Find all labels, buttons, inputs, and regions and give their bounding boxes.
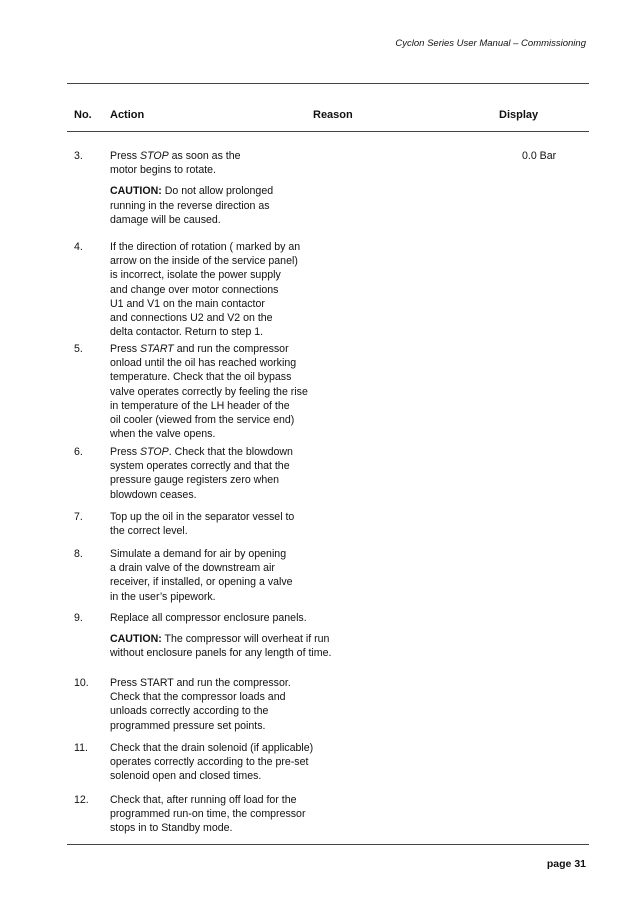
step-action	[110, 445, 410, 502]
column-header-display: Display	[499, 109, 539, 121]
step-number: 10.	[74, 677, 89, 689]
step-number: 9.	[74, 612, 83, 624]
step-text: and connections U2 and V2 on the	[110, 312, 273, 325]
caution-label: CAUTION:	[110, 185, 162, 198]
step-text: delta contactor. Return to step 1.	[110, 326, 264, 339]
step-number: 6.	[74, 446, 83, 458]
bottom-rule	[67, 844, 589, 845]
step-text: If the direction of rotation ( marked by an	[110, 241, 301, 253]
step-action-line	[110, 413, 410, 427]
step-action-line	[110, 632, 410, 646]
step-action-line	[110, 690, 410, 704]
step-text: Check that the compressor loads and	[110, 691, 286, 704]
column-header-reason: Reason	[313, 109, 353, 121]
step-action-line	[110, 427, 410, 441]
caution-label: CAUTION:	[110, 633, 162, 646]
step-action-line	[110, 524, 410, 538]
step-action-line	[110, 510, 410, 524]
step-text: Press	[110, 150, 141, 162]
step-action-line	[110, 821, 410, 835]
step-text: oil cooler (viewed from the service end)	[110, 414, 295, 427]
step-text: Do not allow prolonged	[161, 185, 274, 198]
step-text: Press START and run the compressor.	[110, 677, 291, 689]
step-action-line	[110, 807, 410, 821]
step-text: the correct level.	[110, 525, 188, 538]
step-action-line	[110, 149, 410, 163]
step-action-line	[110, 646, 410, 660]
step-action	[110, 611, 410, 661]
page-number: page 31	[546, 858, 586, 870]
step-action-line	[110, 342, 410, 356]
step-text: Check that, after running off load for the	[110, 794, 297, 806]
step-action-line	[110, 163, 410, 177]
step-text: temperature. Check that the oil bypass	[110, 371, 292, 384]
step-text: in the user’s pipework.	[110, 590, 216, 603]
step-action-line	[110, 473, 410, 487]
step-action-line	[110, 459, 410, 473]
display-value: 0.0 Bar	[522, 150, 557, 162]
step-text: blowdown ceases.	[110, 488, 197, 501]
step-action-line	[110, 283, 410, 297]
step-text: is incorrect, isolate the power supply	[110, 269, 281, 282]
step-text: in temperature of the LH header of the	[110, 399, 290, 412]
step-action-line	[110, 561, 410, 575]
step-text: and run the compressor	[173, 343, 289, 355]
step-text: Top up the oil in the separator vessel to	[110, 511, 295, 523]
step-text: STOP	[140, 446, 169, 458]
step-action-line	[110, 769, 410, 783]
step-number: 8.	[74, 548, 83, 560]
step-action-line	[110, 488, 410, 502]
step-action	[110, 741, 410, 784]
step-action-line	[110, 370, 410, 384]
step-action	[110, 240, 410, 339]
step-action-line	[110, 385, 410, 399]
step-text: programmed pressure set points.	[110, 719, 266, 732]
step-action-line	[110, 611, 410, 625]
step-text: onload until the oil has reached working	[110, 357, 297, 370]
step-action-line	[110, 793, 410, 807]
step-text: STOP	[140, 150, 169, 162]
step-action-line	[110, 254, 410, 268]
step-action-line	[110, 547, 410, 561]
running-header: Cyclon Series User Manual – Commissioning	[395, 38, 586, 49]
step-action	[110, 149, 410, 227]
step-text: without enclosure panels for any length of time.	[110, 647, 332, 660]
step-text: The compressor will overheat if run	[161, 633, 330, 646]
top-rule	[67, 83, 589, 84]
step-action-line	[110, 741, 410, 755]
step-text: valve operates correctly by feeling the rise	[110, 385, 308, 398]
step-number: 3.	[74, 150, 83, 162]
step-text: Replace all compressor enclosure panels.	[110, 612, 307, 624]
step-action-line	[110, 356, 410, 370]
step-text: stops in to Standby mode.	[110, 822, 233, 835]
step-number: 12.	[74, 794, 89, 806]
step-action-line	[110, 445, 410, 459]
step-text: operates correctly according to the pre-set	[110, 756, 309, 769]
step-text: programmed run-on time, the compressor	[110, 808, 306, 821]
step-text: solenoid open and closed times.	[110, 770, 262, 783]
step-action-line	[110, 199, 410, 213]
step-action-line	[110, 240, 410, 254]
step-action-line	[110, 575, 410, 589]
step-text: damage will be caused.	[110, 213, 221, 226]
step-action-line	[110, 719, 410, 733]
step-number: 4.	[74, 241, 83, 253]
step-text: unloads correctly according to the	[110, 705, 269, 718]
step-action-line	[110, 704, 410, 718]
step-text: a drain valve of the downstream air	[110, 562, 275, 575]
step-action-line	[110, 590, 410, 604]
step-action-line	[110, 297, 410, 311]
step-text: and change over motor connections	[110, 283, 279, 296]
step-text: . Check that the blowdown	[168, 446, 293, 458]
step-action	[110, 676, 410, 733]
header-rule	[67, 131, 589, 132]
step-action-line	[110, 399, 410, 413]
step-action-line	[110, 311, 410, 325]
step-text: receiver, if installed, or opening a valve	[110, 576, 293, 589]
step-number: 7.	[74, 511, 83, 523]
step-action-line	[110, 755, 410, 769]
step-action-line	[110, 268, 410, 282]
step-text: Press	[110, 446, 141, 458]
column-header-no: No.	[74, 109, 92, 121]
step-text: when the valve opens.	[110, 428, 216, 441]
step-number: 11.	[74, 742, 88, 754]
step-action	[110, 547, 410, 604]
step-action	[110, 510, 410, 538]
step-text: Check that the drain solenoid (if applicable)	[110, 742, 314, 754]
step-text: Simulate a demand for air by opening	[110, 548, 287, 560]
step-text: system operates correctly and that the	[110, 460, 290, 473]
step-text: U1 and V1 on the main contactor	[110, 297, 265, 310]
step-text: arrow on the inside of the service panel)	[110, 255, 298, 268]
step-number: 5.	[74, 343, 83, 355]
step-action-line	[110, 184, 410, 198]
step-action	[110, 342, 410, 441]
step-action-line	[110, 213, 410, 227]
step-text: as soon as the	[168, 150, 241, 162]
step-action	[110, 793, 410, 836]
step-action-line	[110, 325, 410, 339]
step-text: START	[140, 343, 174, 355]
step-text: running in the reverse direction as	[110, 199, 270, 212]
step-text: motor begins to rotate.	[110, 164, 216, 177]
step-text: pressure gauge registers zero when	[110, 474, 280, 487]
step-text: Press	[110, 343, 141, 355]
step-action-line	[110, 676, 410, 690]
column-header-action: Action	[110, 109, 145, 121]
